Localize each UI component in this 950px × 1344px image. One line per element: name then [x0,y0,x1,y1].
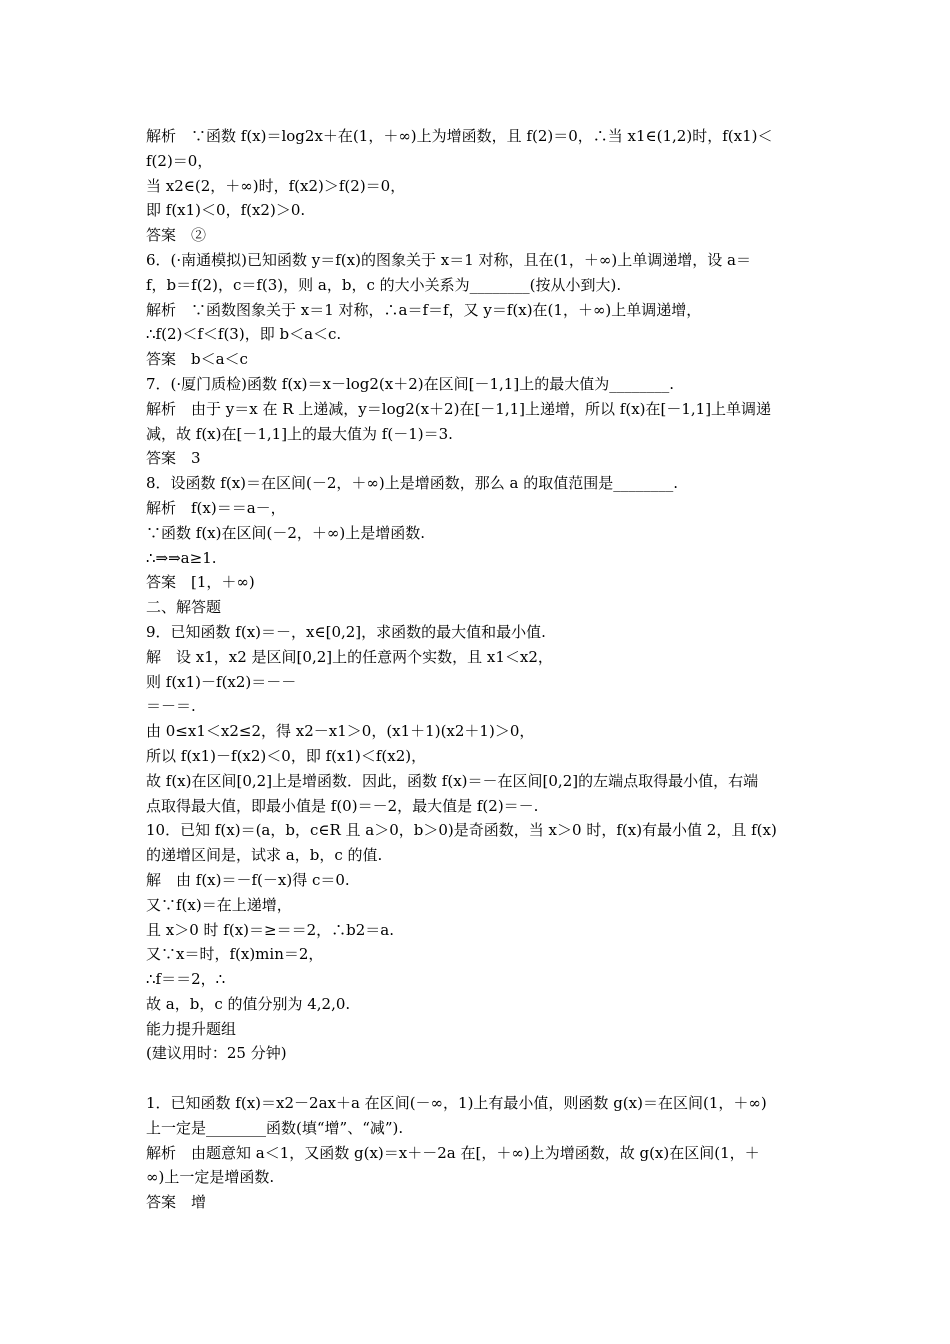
text-line: 即 f(x1)＜0，f(x2)＞0. [146,201,306,220]
text-line: 10．已知 f(x)＝(a，b，c∈R 且 a＞0，b＞0)是奇函数，当 x＞0 时，f(x)有最小值 2，且 f(x) [146,821,777,840]
text-line: 的递增区间是，试求 a，b，c 的值. [146,846,383,865]
text-line: f，b＝f(2)，c＝f(3)，则 a，b，c 的大小关系为________(按从小到大). [146,275,622,294]
text-line: 故 f(x)在区间[0,2]上是增函数．因此，函数 f(x)＝－在区间[0,2]的左端点取得最小值，右端 [146,771,759,790]
text-line: 解析 f(x)＝＝a－， [146,498,286,517]
text-line: 答案 增 [146,1193,207,1212]
text-line: 7．(·厦门质检)函数 f(x)＝x－log2(x＋2)在区间[－1,1]上的最大值为________. [146,374,674,393]
text-line: 又∵f(x)＝在上递增， [146,895,292,914]
text-line: 减，故 f(x)在[－1,1]上的最大值为 f(－1)＝3. [146,424,453,443]
text-line: 答案 [1，＋∞) [146,573,255,592]
text-line: 由 0≤x1＜x2≤2，得 x2－x1＞0，(x1＋1)(x2＋1)＞0， [146,722,535,741]
text-line: 答案 b＜a＜c [146,350,248,369]
text-line: 点取得最大值，即最小值是 f(0)＝－2，最大值是 f(2)＝－. [146,796,539,815]
text-line: ∴f＝＝2，∴ [146,970,226,989]
text-line [146,1066,808,1091]
text-line: 上一定是________函数(填“增”、“减”). [146,1118,404,1137]
text-line: 能力提升题组 [146,1019,237,1038]
text-line: 二、解答题 [146,598,222,617]
document-body [146,124,808,1215]
text-line: ∴⇒⇒a≥1. [146,548,217,567]
text-line: ＝－＝. [146,697,196,716]
text-line: ∴f(2)＜f＜f(3)，即 b＜a＜c. [146,325,342,344]
text-line: 解 设 x1，x2 是区间[0,2]上的任意两个实数，且 x1＜x2， [146,647,553,666]
text-line: (建议用时：25 分钟) [146,1044,287,1063]
text-line: f(2)＝0， [146,151,213,170]
text-line: 答案 ② [146,226,207,245]
text-line: 解 由 f(x)＝－f(－x)得 c＝0. [146,870,350,889]
text-line: ∵函数 f(x)在区间(－2，＋∞)上是增函数. [146,523,425,542]
text-line: 且 x＞0 时 f(x)＝≥＝＝2，∴b2＝a. [146,920,394,939]
text-line: 解析 由题意知 a＜1，又函数 g(x)＝x＋－2a 在[，＋∞)上为增函数，故 g(x)在区间(1，＋ [146,1143,760,1162]
text-line: 当 x2∈(2，＋∞)时，f(x2)＞f(2)＝0， [146,176,406,195]
text-line: 6．(·南通模拟)已知函数 y＝f(x)的图象关于 x＝1 对称，且在(1，＋∞)上单调递增，设 a＝ [146,250,751,269]
text-line: 9．已知函数 f(x)＝－，x∈[0,2]，求函数的最大值和最小值. [146,622,546,641]
text-line: 则 f(x1)－f(x2)＝－－ [146,672,297,691]
text-line: 解析 ∵函数图象关于 x＝1 对称，∴a＝f＝f，又 y＝f(x)在(1，＋∞)上单调递增， [146,300,702,319]
text-line: 又∵x＝时，f(x)min＝2， [146,945,324,964]
text-line: 解析 ∵函数 f(x)＝log2x＋在(1，＋∞)上为增函数，且 f(2)＝0，∴当 x1∈(1,2)时，f(x1)＜ [146,127,773,145]
text-line: 8．设函数 f(x)＝在区间(－2，＋∞)上是增函数，那么 a 的取值范围是________. [146,474,679,493]
text-line: 所以 f(x1)－f(x2)＜0，即 f(x1)＜f(x2)， [146,746,427,765]
text-line: ∞)上一定是增函数. [146,1168,275,1187]
text-line: 故 a，b，c 的值分别为 4,2,0. [146,994,351,1013]
text-line: 解析 由于 y＝x 在 R 上递减，y＝log2(x＋2)在[－1,1]上递增，所以 f(x)在[－1,1]上单调递 [146,399,772,418]
text-line: 1．已知函数 f(x)＝x2－2ax＋a 在区间(－∞，1)上有最小值，则函数 g(x)＝在区间(1，＋∞) [146,1094,767,1113]
text-line: 答案 3 [146,449,201,468]
